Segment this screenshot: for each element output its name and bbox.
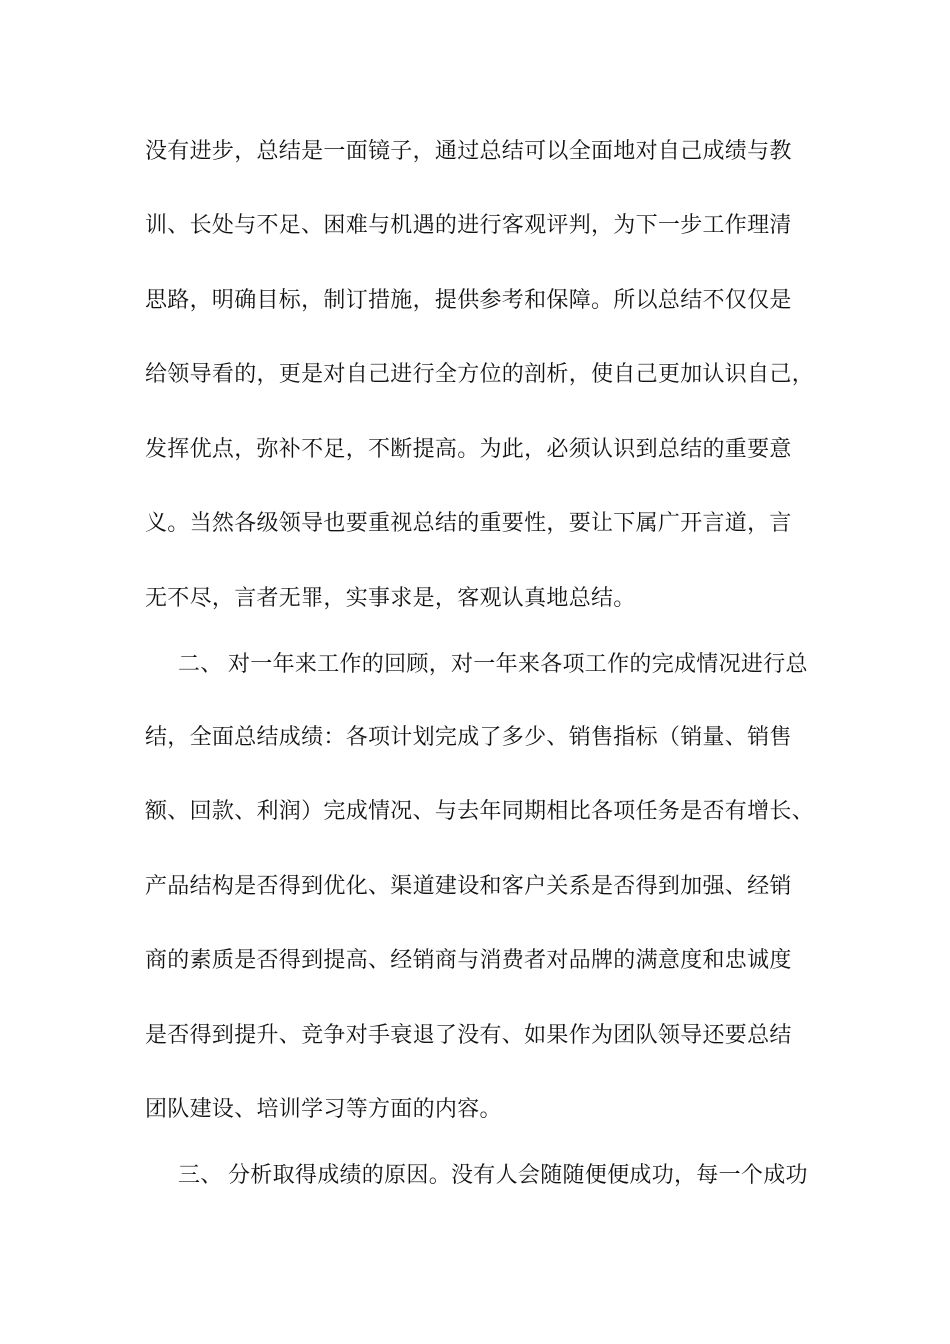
paragraph-line: 发挥优点，弥补不足，不断提高。为此，必须认识到总结的重要意: [145, 437, 792, 462]
section-text: 对一年来工作的回顾，对一年来各项工作的完成情况进行总: [228, 652, 808, 677]
paragraph-line: 商的素质是否得到提高、经销商与消费者对品牌的满意度和忠诚度: [145, 948, 792, 973]
section-text: 分析取得成绩的原因。没有人会随随便便成功，每一个成功: [228, 1163, 808, 1188]
paragraph-line: 额、回款、利润）完成情况、与去年同期相比各项任务是否有增长、: [145, 799, 815, 824]
paragraph-line: 义。当然各级领导也要重视总结的重要性，要让下属广开言道，言: [145, 511, 792, 536]
section-number: 二、: [178, 652, 223, 677]
section-heading-line: [178, 645, 858, 685]
paragraph-line: 没有进步，总结是一面镜子，通过总结可以全面地对自己成绩与教: [145, 139, 792, 164]
paragraph-line: 给领导看的，更是对自己进行全方位的剖析，使自己更加认识自己，: [145, 362, 815, 387]
paragraph-line: 思路，明确目标，制订措施，提供参考和保障。所以总结不仅仅是: [145, 288, 792, 313]
section-heading-line: [178, 1156, 858, 1196]
paragraph-line: 产品结构是否得到优化、渠道建设和客户关系是否得到加强、经销: [145, 874, 792, 899]
paragraph-line: 是否得到提升、竞争对手衰退了没有、如果作为团队领导还要总结: [145, 1023, 792, 1048]
paragraph-line: 结，全面总结成绩：各项计划完成了多少、销售指标（销量、销售: [145, 725, 792, 750]
section-number: 三、: [178, 1163, 223, 1188]
paragraph-line: 无不尽，言者无罪，实事求是，客观认真地总结。: [145, 586, 636, 611]
paragraph-line: 团队建设、培训学习等方面的内容。: [145, 1097, 502, 1122]
paragraph-line: 训、长处与不足、困难与机遇的进行客观评判，为下一步工作理清: [145, 213, 792, 238]
